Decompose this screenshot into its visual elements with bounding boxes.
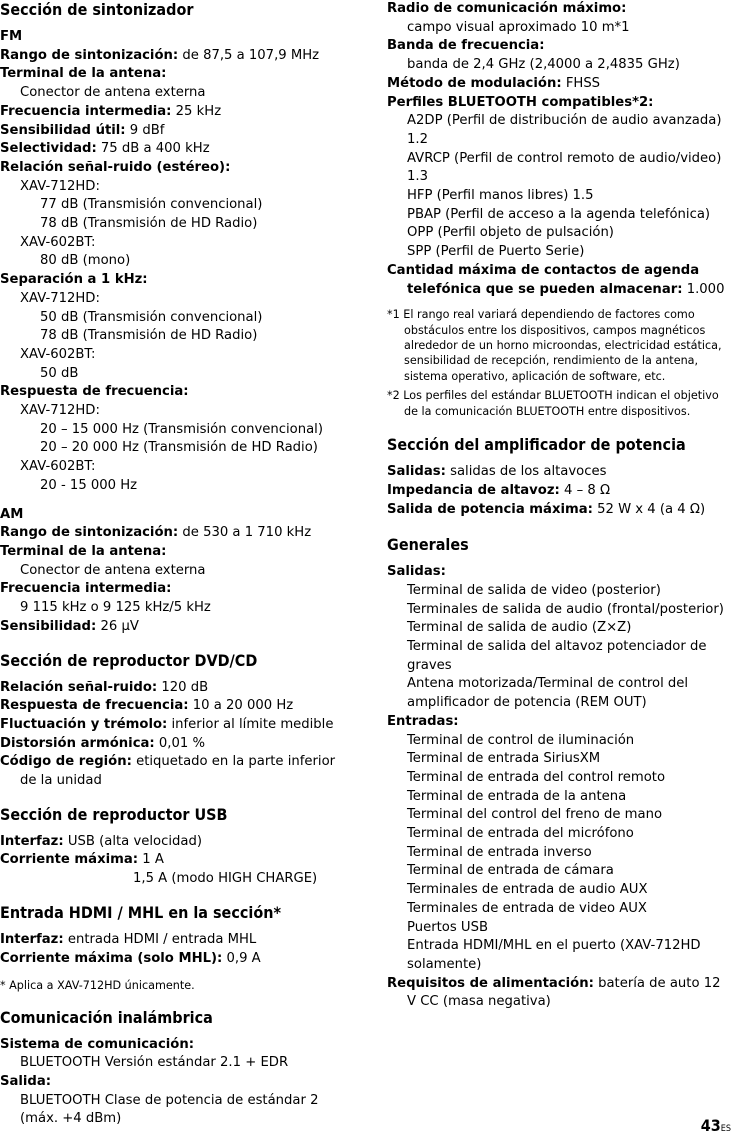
snr-712-hd: 78 dB (Transmisión de HD Radio) [40, 216, 258, 232]
fm-heading: FM [0, 29, 23, 44]
max-contacts: Cantidad máxima de contactos de agenda telefónica que se pueden almacenar: 1.000 [387, 262, 725, 297]
page-number: 43ES [700, 1116, 731, 1135]
amp-max-power: Salida de potencia máxima: 52 W x 4 (a 4 Ω) [387, 501, 706, 517]
general-input-item: Terminal de entrada del micrófono [407, 826, 634, 842]
fm-antenna-value: Conector de antena externa [20, 85, 206, 101]
general-input-item: Terminales de entrada de audio AUX [407, 882, 648, 898]
general-section-title: Generales [387, 535, 469, 555]
general-output-item: Antena motorizada/Terminal de control del amplificador de potencia (REM OUT) [407, 676, 689, 711]
dvd-frequency-response: Respuesta de frecuencia: 10 a 20 000 Hz [0, 698, 294, 714]
snr-model-602: XAV-602BT: [20, 234, 96, 250]
fm-usable-sensitivity: Sensibilidad útil: 9 dBf [0, 122, 165, 138]
output-value: BLUETOOTH Clase de potencia de estándar 2 (máx. +4 dBm) [20, 1092, 319, 1127]
profile-item: SPP (Perfil de Puerto Serie) [407, 244, 585, 260]
general-output-item: Terminal de salida del altavoz potenciador de graves [407, 639, 707, 673]
am-heading: AM [0, 506, 24, 522]
general-input-item: Terminal de entrada inverso [407, 844, 592, 860]
general-input-item: Terminal de entrada de la antena [407, 788, 627, 804]
amp-outputs: Salidas: salidas de los altavoces [387, 464, 607, 480]
comm-system-label: Sistema de comunicación: [0, 1036, 195, 1052]
sep-712-hd: 78 dB (Transmisión de HD Radio) [40, 328, 258, 344]
sep-model-712: XAV-712HD: [20, 290, 100, 306]
dvd-section-title: Sección de reproductor DVD/CD [0, 650, 258, 670]
fr-602-value: 20 - 15 000 Hz [40, 477, 138, 493]
general-output-item: Terminales de salida de audio (frontal/posterior) [407, 601, 724, 617]
snr-602-value: 80 dB (mono) [40, 253, 131, 269]
hdmi-interface: Interfaz: entrada HDMI / entrada MHL [0, 931, 257, 947]
fm-separation-label: Separación a 1 kHz: [0, 272, 148, 288]
dvd-harmonic-distortion: Distorsión armónica: 0,01 % [0, 735, 205, 751]
snr-712-conventional: 77 dB (Transmisión convencional) [40, 197, 263, 213]
general-output-item: Terminal de salida de audio (Z×Z) [407, 620, 632, 636]
amp-impedance: Impedancia de altavoz: 4 – 8 Ω [387, 482, 611, 498]
range-label: Radio de comunicación máximo: [387, 1, 627, 16]
wireless-section-title: Comunicación inalámbrica [0, 1007, 213, 1027]
usb-interface: Interfaz: USB (alta velocidad) [0, 833, 202, 849]
sep-712-conventional: 50 dB (Transmisión convencional) [40, 309, 263, 325]
am-sensitivity: Sensibilidad: 26 µV [0, 618, 139, 634]
general-input-item: Terminal de entrada SiriusXM [407, 751, 601, 767]
am-tuning-range: Rango de sintonización: de 530 a 1 710 kHz [0, 525, 312, 541]
am-if-label: Frecuencia intermedia: [0, 581, 172, 597]
hdmi-section-title: Entrada HDMI / MHL en la sección* [0, 902, 281, 922]
range-value: campo visual aproximado 10 m*1 [407, 19, 630, 35]
comm-system-value: BLUETOOTH Versión estándar 2.1 + EDR [20, 1055, 289, 1071]
fr-model-712: XAV-712HD: [20, 403, 100, 419]
fr-model-602: XAV-602BT: [20, 459, 96, 475]
fm-frequency-response-label: Respuesta de frecuencia: [0, 384, 189, 400]
snr-model-712: XAV-712HD: [20, 178, 100, 194]
usb-max-current: Corriente máxima: 1 A [0, 852, 164, 868]
sep-602-value: 50 dB [40, 365, 79, 381]
right-column [387, 0, 731, 1012]
general-input-item: Terminal de control de iluminación [407, 732, 635, 748]
band-label: Banda de frecuencia: [387, 38, 545, 54]
profile-item: PBAP (Perfil de acceso a la agenda telefónica) [407, 206, 711, 222]
fm-selectivity: Selectividad: 75 dB a 400 kHz [0, 141, 210, 157]
left-column [0, 0, 352, 1129]
am-antenna-label: Terminal de la antena: [0, 543, 167, 559]
amp-section-title: Sección del amplificador de potencia [387, 435, 686, 455]
general-input-item: Entrada HDMI/MHL en el puerto (XAV-712HD solamente) [407, 938, 701, 972]
profile-item: A2DP (Perfil de distribución de audio avanzada) 1.2 [407, 113, 722, 147]
dvd-snr: Relación señal-ruido: 120 dB [0, 679, 209, 695]
usb-section-title: Sección de reproductor USB [0, 804, 228, 824]
band-value: banda de 2,4 GHz (2,4000 a 2,4835 GHz) [407, 57, 680, 73]
general-output-item: Terminal de salida de video (posterior) [407, 582, 661, 598]
hdmi-footnote: * Aplica a XAV-712HD únicamente. [0, 979, 195, 993]
fm-antenna-label: Terminal de la antena: [0, 66, 167, 82]
hdmi-max-current: Corriente máxima (solo MHL): 0,9 A [0, 950, 261, 966]
footnote-1: *1 El rango real variará dependiendo de factores como obstáculos entre los dispositivos, campos magnéticos alrededor de un horno microondas, electricidad estática, sensibilidad de recepción, rendimiento de la antena, sistema operativo, aplicación de software, etc. [387, 308, 722, 383]
dvd-region-code: Código de región: etiquetado en la parte inferior de la unidad [0, 754, 336, 789]
general-outputs-label: Salidas: [387, 564, 446, 580]
profiles-label: Perfiles BLUETOOTH compatibles*2: [387, 94, 654, 110]
fm-snr-label: Relación señal-ruido (estéreo): [0, 159, 231, 175]
sep-model-602: XAV-602BT: [20, 346, 96, 362]
power-requirements: Requisitos de alimentación: batería de auto 12 V CC (masa negativa) [387, 975, 721, 1010]
general-input-item: Terminal de entrada de cámara [407, 863, 614, 879]
output-label: Salida: [0, 1074, 52, 1090]
general-input-item: Terminal de entrada del control remoto [407, 769, 666, 785]
am-antenna-value: Conector de antena externa [20, 562, 206, 578]
fm-intermediate-frequency: Frecuencia intermedia: 25 kHz [0, 103, 222, 119]
profile-item: HFP (Perfil manos libres) 1.5 [407, 188, 594, 204]
profile-item: OPP (Perfil objeto de pulsación) [407, 225, 614, 241]
am-if-value: 9 115 kHz o 9 125 kHz/5 kHz [20, 600, 211, 616]
fm-tuning-range: Rango de sintonización: de 87,5 a 107,9 MHz [0, 47, 320, 63]
dvd-wow-flutter: Fluctuación y trémolo: inferior al límite medible [0, 716, 334, 732]
general-input-item: Terminales de entrada de video AUX [407, 900, 647, 916]
tuner-section-title: Sección de sintonizador [0, 0, 194, 19]
footnote-2: *2 Los perfiles del estándar BLUETOOTH indican el objetivo de la comunicación BLUETOOTH entre dispositivos. [387, 389, 719, 418]
general-input-item: Terminal del control del freno de mano [407, 807, 663, 823]
profile-item: AVRCP (Perfil de control remoto de audio/video) 1.3 [407, 150, 722, 185]
general-inputs-label: Entradas: [387, 713, 459, 729]
general-input-item: Puertos USB [407, 919, 488, 935]
fr-712-hd: 20 – 20 000 Hz (Transmisión de HD Radio) [40, 440, 318, 456]
fr-712-conventional: 20 – 15 000 Hz (Transmisión convencional) [40, 421, 323, 437]
usb-max-current-high: 1,5 A (modo HIGH CHARGE) [133, 871, 318, 887]
modulation: Método de modulación: FHSS [387, 75, 601, 91]
